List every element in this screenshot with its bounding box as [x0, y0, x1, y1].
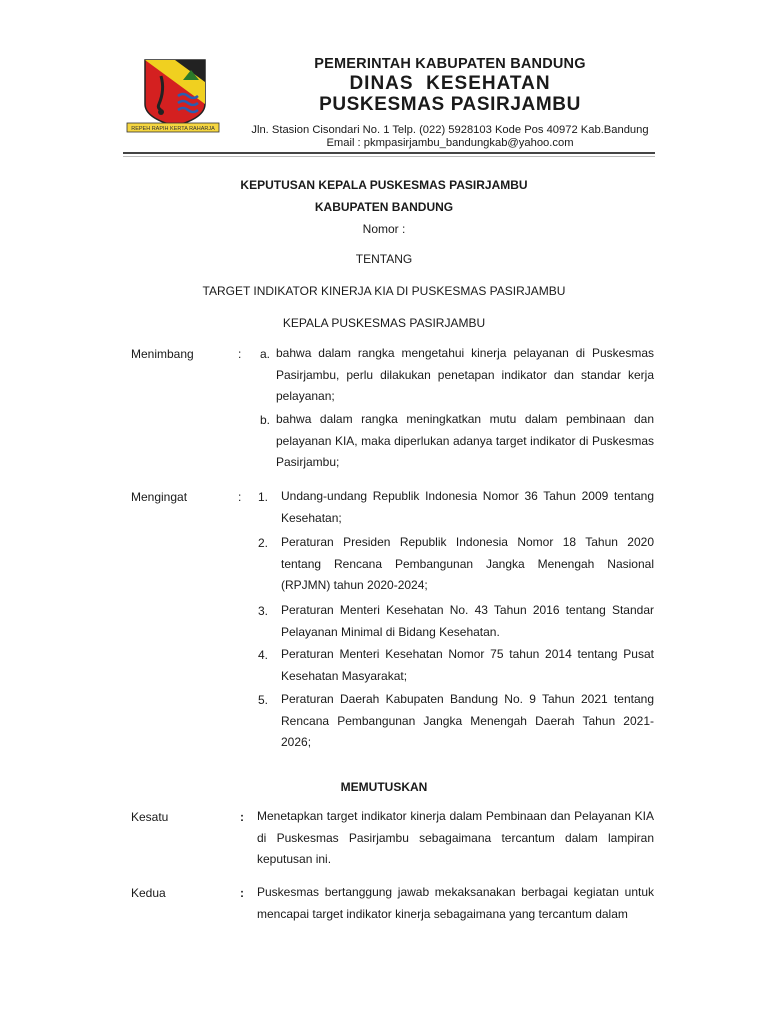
- kabupaten-bandung-crest-icon: [123, 56, 223, 136]
- menimbang-label: Menimbang: [131, 347, 194, 361]
- letterhead-divider-thin: [123, 156, 655, 157]
- kesatu-text: Menetapkan target indikator kinerja dalam Pembinaan dan Pelayanan KIA di Puskesmas Pasirjambu sebagaimana tercantum dalam lampiran keputusan ini.: [257, 809, 654, 866]
- mengingat-label: Mengingat: [131, 490, 188, 504]
- mengingat-marker-5: 5.: [258, 693, 269, 707]
- mengingat-marker-3: 3.: [258, 604, 269, 618]
- memutuskan-heading: MEMUTUSKAN: [340, 780, 428, 794]
- menimbang-item-b: bahwa dalam rangka meningkatkan mutu dalam pembinaan dan pelayanan KIA, maka diperlukan adanya target indikator di Puskesmas Pasirjambu;: [276, 412, 654, 469]
- decree-title: KEPUTUSAN KEPALA PUSKESMAS PASIRJAMBU: [240, 178, 528, 192]
- mengingat-marker-2: 2.: [258, 536, 269, 550]
- kedua-colon: :: [240, 886, 244, 900]
- mengingat-item-5: Peraturan Daerah Kabupaten Bandung No. 9 Tahun 2021 tentang Rencana Pembangunan Jangka Menengah Daerah Tahun 2021-2026;: [281, 692, 654, 749]
- decree-subject: TARGET INDIKATOR KINERJA KIA DI PUSKESMAS PASIRJAMBU: [202, 284, 566, 298]
- menimbang-colon: :: [238, 347, 242, 361]
- mengingat-marker-4: 4.: [258, 648, 269, 662]
- menimbang-item-a: bahwa dalam rangka mengetahui kinerja pelayanan di Puskesmas Pasirjambu, perlu dilakukan penetapan indikator dan standar kerja pelayanan;: [276, 346, 654, 403]
- kesatu-colon: :: [240, 810, 244, 824]
- menimbang-marker-a: a.: [260, 347, 271, 361]
- agency-name: DINAS KESEHATAN: [349, 73, 551, 94]
- decree-number: Nomor :: [362, 222, 406, 236]
- government-name: PEMERINTAH KABUPATEN BANDUNG: [314, 56, 586, 72]
- mengingat-colon: :: [238, 490, 242, 504]
- address-line: Jln. Stasion Cisondari No. 1 Telp. (022) 5928103 Kode Pos 40972 Kab.Bandung: [251, 124, 649, 136]
- mengingat-item-1: Undang-undang Republik Indonesia Nomor 36 Tahun 2009 tentang Kesehatan;: [281, 489, 654, 525]
- mengingat-marker-1: 1.: [258, 490, 269, 504]
- mengingat-item-2: Peraturan Presiden Republik Indonesia Nomor 18 Tahun 2020 tentang Rencana Pembangunan Jangka Menengah Nasional (RPJMN) tahun 2020-2024;: [281, 535, 654, 592]
- email-line: Email : pkmpasirjambu_bandungkab@yahoo.com: [326, 137, 574, 149]
- decree-authority: KEPALA PUSKESMAS PASIRJAMBU: [282, 316, 486, 330]
- letterhead-divider: [123, 152, 655, 154]
- unit-name: PUSKESMAS PASIRJAMBU: [319, 94, 581, 115]
- kesatu-label: Kesatu: [131, 810, 169, 824]
- kedua-text: Puskesmas bertanggung jawab mekaksanakan berbagai kegiatan untuk mencapai target indikator kinerja sebagaimana yang tercantum dalam: [257, 885, 654, 921]
- mengingat-item-3: Peraturan Menteri Kesehatan No. 43 Tahun 2016 tentang Standar Pelayanan Minimal di Bidang Kesehatan.: [281, 603, 654, 639]
- letterhead-text: [240, 55, 660, 150]
- decree-title-region: KABUPATEN BANDUNG: [314, 200, 454, 214]
- about-label: TENTANG: [355, 252, 413, 266]
- crest-banner-text: REPEH RAPIH KERTA RAHARJA: [131, 126, 215, 132]
- menimbang-marker-b: b.: [260, 413, 271, 427]
- kedua-label: Kedua: [131, 886, 166, 900]
- mengingat-item-4: Peraturan Menteri Kesehatan Nomor 75 tahun 2014 tentang Pusat Kesehatan Masyarakat;: [281, 647, 654, 683]
